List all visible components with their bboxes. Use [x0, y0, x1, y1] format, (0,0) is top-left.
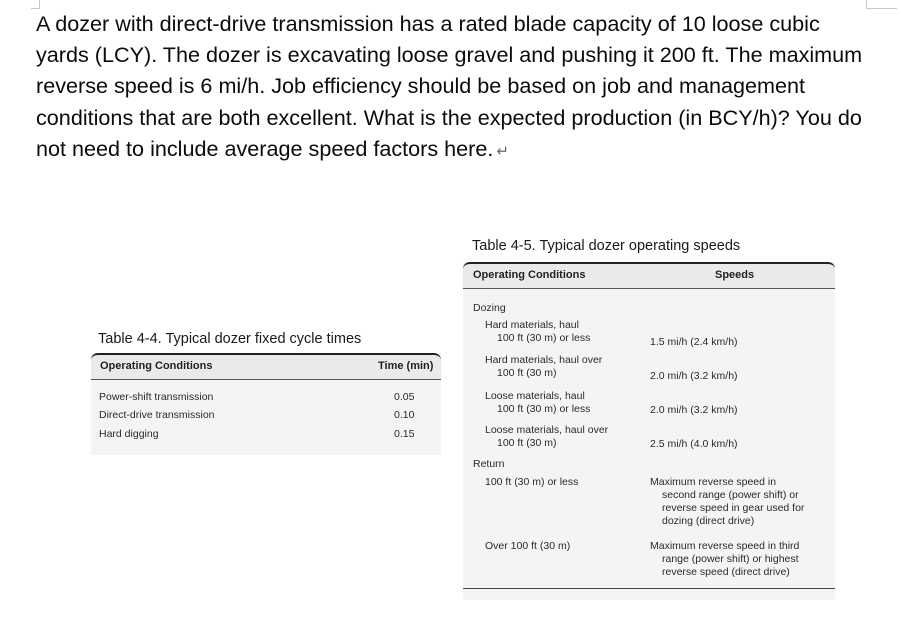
table45-dozing-label: Dozing — [473, 302, 506, 314]
table44-row-condition: Power-shift transmission — [99, 391, 214, 403]
table45-return-speed: second range (power shift) or — [662, 489, 799, 501]
table44-row-time: 0.15 — [394, 428, 415, 440]
table45-dozing-condition: 100 ft (30 m) or less — [497, 403, 591, 415]
table44-row-condition: Hard digging — [99, 428, 159, 440]
table45-dozing-condition: Hard materials, haul over — [485, 354, 603, 366]
question-text: A dozer with direct-drive transmission has a rated blade capacity of 10 loose cubic yards (LCY). The dozer is excavating loose gravel and pushing it 200 ft. The maximum reverse speed is 6 mi/h. Job efficiency should be based on job and management conditions that are both excellent. What is the expected production (in BCY/h)? You do not need to include average speed factors here. — [36, 11, 863, 161]
table44-header-time: Time (min) — [378, 360, 434, 372]
table45-return-speed: Maximum reverse speed in — [650, 476, 777, 488]
table45-return-speed: Maximum reverse speed in third — [650, 540, 800, 552]
table45-dozing-condition: Loose materials, haul — [485, 390, 585, 402]
table45-return-speed: reverse speed in gear used for — [662, 502, 805, 514]
table45-header-speeds: Speeds — [715, 269, 755, 281]
table45-return-label: Return — [473, 458, 505, 470]
table45-header — [463, 262, 835, 289]
table45-dozing-condition: 100 ft (30 m) — [497, 437, 557, 449]
table45-return-condition: Over 100 ft (30 m) — [485, 540, 571, 552]
table44-caption: Table 4-4. Typical dozer fixed cycle times — [98, 331, 362, 347]
table44-header — [91, 353, 441, 380]
question-paragraph[interactable] — [36, 8, 876, 167]
table45-return-speed: reverse speed (direct drive) — [662, 566, 790, 578]
table45-return-speed: dozing (direct drive) — [662, 515, 755, 527]
table45-header-conditions: Operating Conditions — [473, 269, 586, 281]
table45-dozing-speed: 2.0 mi/h (3.2 km/h) — [650, 404, 738, 416]
table44-row-time: 0.10 — [394, 409, 415, 421]
table45-return-condition: 100 ft (30 m) or less — [485, 476, 579, 488]
table45-dozing-condition: Hard materials, haul — [485, 319, 579, 331]
table45-dozing-speed: 2.5 mi/h (4.0 km/h) — [650, 438, 738, 450]
table44-row-time: 0.05 — [394, 391, 415, 403]
table45-dozing-condition: 100 ft (30 m) — [497, 367, 557, 379]
table45-dozing-condition: Loose materials, haul over — [485, 424, 609, 436]
table45-dozing-speed: 1.5 mi/h (2.4 km/h) — [650, 336, 738, 348]
table44-row-condition: Direct-drive transmission — [99, 409, 215, 421]
table45-dozing-condition: 100 ft (30 m) or less — [497, 332, 591, 344]
table44-image — [91, 353, 441, 455]
table45-bottom-rule — [463, 588, 835, 589]
table45-return-speed: range (power shift) or highest — [662, 553, 799, 565]
table45-image — [463, 262, 835, 600]
table45-dozing-speed: 2.0 mi/h (3.2 km/h) — [650, 370, 738, 382]
paragraph-mark-icon: ↵ — [496, 142, 509, 160]
table44-header-conditions: Operating Conditions — [100, 360, 213, 372]
table45-caption: Table 4-5. Typical dozer operating speeds — [472, 238, 741, 254]
